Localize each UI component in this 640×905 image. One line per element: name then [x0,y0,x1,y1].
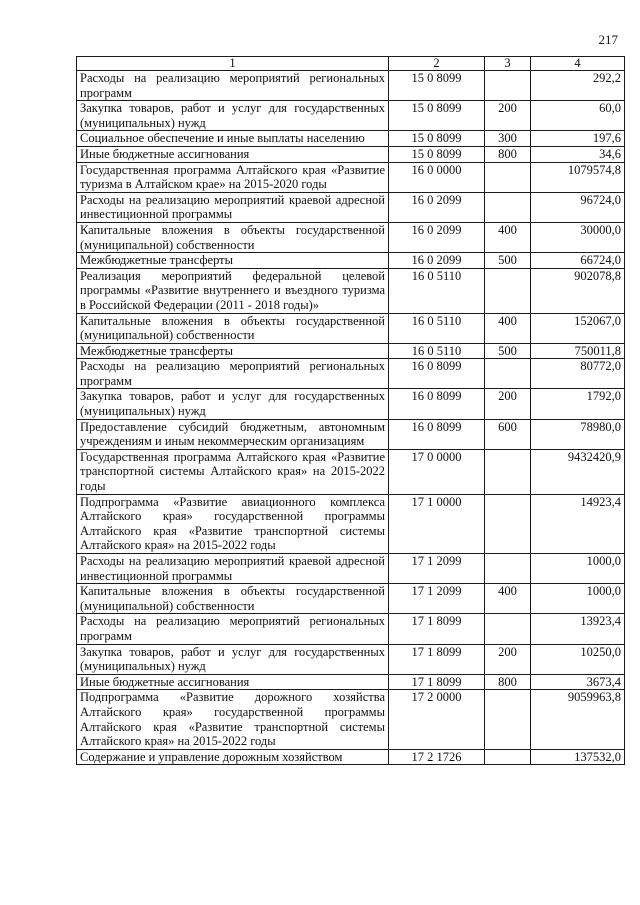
table-row [77,749,625,765]
row-name-cell: Расходы на реализацию мероприятий краевой адресной инвестиционной программы [77,554,389,584]
row-expense-type-cell [485,192,531,222]
row-expense-type-cell: 800 [485,146,531,162]
row-code-cell: 15 0 8099 [389,146,485,162]
row-code-cell: 17 1 8099 [389,644,485,674]
row-name-cell: Расходы на реализацию мероприятий региональных программ [77,71,389,101]
header-row [77,57,625,71]
row-sum-cell: 152067,0 [531,313,625,343]
row-sum-cell: 750011,8 [531,343,625,359]
row-name-cell: Иные бюджетные ассигнования [77,674,389,690]
row-code-cell: 16 0 5110 [389,268,485,313]
row-expense-type-cell: 200 [485,101,531,131]
row-sum-cell: 34,6 [531,146,625,162]
column-header-4: 4 [531,57,625,71]
row-expense-type-cell [485,359,531,389]
table-row [77,343,625,359]
row-code-cell: 16 0 5110 [389,313,485,343]
row-expense-type-cell [485,614,531,644]
row-code-cell: 15 0 8099 [389,71,485,101]
row-sum-cell: 197,6 [531,131,625,147]
row-sum-cell: 80772,0 [531,359,625,389]
row-name-cell: Подпрограмма «Развитие авиационного комплекса Алтайского края» государственной программы Алтайского края «Развитие транспортной системы Алтайского края» на 2015-2022 годы [77,494,389,553]
row-expense-type-cell: 500 [485,343,531,359]
row-code-cell: 16 0 2099 [389,253,485,269]
table-row [77,268,625,313]
table-row [77,389,625,419]
row-name-cell: Реализация мероприятий федеральной целевой программы «Развитие внутреннего и въездного туризма в Российской Федерации (2011 - 2018 годы)» [77,268,389,313]
row-code-cell: 15 0 8099 [389,131,485,147]
row-expense-type-cell [485,71,531,101]
row-sum-cell: 30000,0 [531,222,625,252]
row-sum-cell: 9059963,8 [531,690,625,749]
row-code-cell: 17 1 8099 [389,614,485,644]
row-expense-type-cell [485,749,531,765]
row-name-cell: Закупка товаров, работ и услуг для государственных (муниципальных) нужд [77,389,389,419]
table-row [77,146,625,162]
row-code-cell: 17 1 0000 [389,494,485,553]
row-expense-type-cell [485,494,531,553]
table-row [77,71,625,101]
row-expense-type-cell: 200 [485,644,531,674]
row-sum-cell: 96724,0 [531,192,625,222]
table-row [77,359,625,389]
row-sum-cell: 292,2 [531,71,625,101]
table-row [77,449,625,494]
row-name-cell: Содержание и управление дорожным хозяйством [77,749,389,765]
row-expense-type-cell: 600 [485,419,531,449]
row-expense-type-cell: 400 [485,313,531,343]
row-sum-cell: 902078,8 [531,268,625,313]
row-expense-type-cell [485,449,531,494]
row-expense-type-cell [485,690,531,749]
row-sum-cell: 1079574,8 [531,162,625,192]
table-row [77,554,625,584]
row-name-cell: Капитальные вложения в объекты государственной (муниципальной) собственности [77,222,389,252]
row-sum-cell: 137532,0 [531,749,625,765]
row-sum-cell: 14923,4 [531,494,625,553]
row-name-cell: Закупка товаров, работ и услуг для государственных (муниципальных) нужд [77,644,389,674]
row-expense-type-cell [485,268,531,313]
row-name-cell: Государственная программа Алтайского края «Развитие транспортной системы Алтайского края» на 2015-2022 годы [77,449,389,494]
row-name-cell: Межбюджетные трансферты [77,253,389,269]
row-sum-cell: 66724,0 [531,253,625,269]
column-header-2: 2 [389,57,485,71]
table-header [77,57,625,71]
row-code-cell: 16 0 8099 [389,419,485,449]
row-sum-cell: 1792,0 [531,389,625,419]
row-sum-cell: 1000,0 [531,554,625,584]
table-row [77,494,625,553]
table-row [77,192,625,222]
row-code-cell: 16 0 2099 [389,192,485,222]
table-row [77,313,625,343]
row-expense-type-cell: 800 [485,674,531,690]
row-sum-cell: 60,0 [531,101,625,131]
row-expense-type-cell: 200 [485,389,531,419]
row-name-cell: Государственная программа Алтайского края «Развитие туризма в Алтайском крае» на 2015-2020 годы [77,162,389,192]
row-sum-cell: 10250,0 [531,644,625,674]
row-code-cell: 16 0 5110 [389,343,485,359]
row-sum-cell: 1000,0 [531,584,625,614]
budget-table [76,56,625,765]
row-expense-type-cell: 400 [485,584,531,614]
page-number: 217 [598,32,618,47]
row-name-cell: Подпрограмма «Развитие дорожного хозяйства Алтайского края» государственной программы Алтайского края «Развитие транспортной системы Алтайского края» на 2015-2022 годы [77,690,389,749]
table-row [77,222,625,252]
table-row [77,644,625,674]
table-row [77,690,625,749]
row-expense-type-cell: 500 [485,253,531,269]
table-row [77,131,625,147]
table-row [77,419,625,449]
row-expense-type-cell: 300 [485,131,531,147]
table-row [77,584,625,614]
row-name-cell: Расходы на реализацию мероприятий региональных программ [77,614,389,644]
row-name-cell: Иные бюджетные ассигнования [77,146,389,162]
row-name-cell: Предоставление субсидий бюджетным, автономным учреждениям и иным некоммерческим организациям [77,419,389,449]
table-row [77,614,625,644]
row-code-cell: 16 0 2099 [389,222,485,252]
row-name-cell: Капитальные вложения в объекты государственной (муниципальной) собственности [77,584,389,614]
row-code-cell: 16 0 8099 [389,389,485,419]
row-sum-cell: 3673,4 [531,674,625,690]
row-code-cell: 15 0 8099 [389,101,485,131]
column-header-1: 1 [77,57,389,71]
table-row [77,674,625,690]
row-sum-cell: 78980,0 [531,419,625,449]
row-code-cell: 17 2 0000 [389,690,485,749]
row-code-cell: 16 0 8099 [389,359,485,389]
row-name-cell: Капитальные вложения в объекты государственной (муниципальной) собственности [77,313,389,343]
row-code-cell: 16 0 0000 [389,162,485,192]
column-header-3: 3 [485,57,531,71]
row-name-cell: Расходы на реализацию мероприятий краевой адресной инвестиционной программы [77,192,389,222]
row-sum-cell: 9432420,9 [531,449,625,494]
row-name-cell: Социальное обеспечение и иные выплаты населению [77,131,389,147]
row-sum-cell: 13923,4 [531,614,625,644]
table-body [77,71,625,765]
row-name-cell: Закупка товаров, работ и услуг для государственных (муниципальных) нужд [77,101,389,131]
row-code-cell: 17 1 2099 [389,554,485,584]
row-expense-type-cell [485,554,531,584]
row-code-cell: 17 2 1726 [389,749,485,765]
table-row [77,162,625,192]
row-code-cell: 17 1 8099 [389,674,485,690]
table-row [77,101,625,131]
row-name-cell: Межбюджетные трансферты [77,343,389,359]
row-expense-type-cell [485,162,531,192]
row-expense-type-cell: 400 [485,222,531,252]
table-row [77,253,625,269]
row-name-cell: Расходы на реализацию мероприятий региональных программ [77,359,389,389]
row-code-cell: 17 1 2099 [389,584,485,614]
row-code-cell: 17 0 0000 [389,449,485,494]
